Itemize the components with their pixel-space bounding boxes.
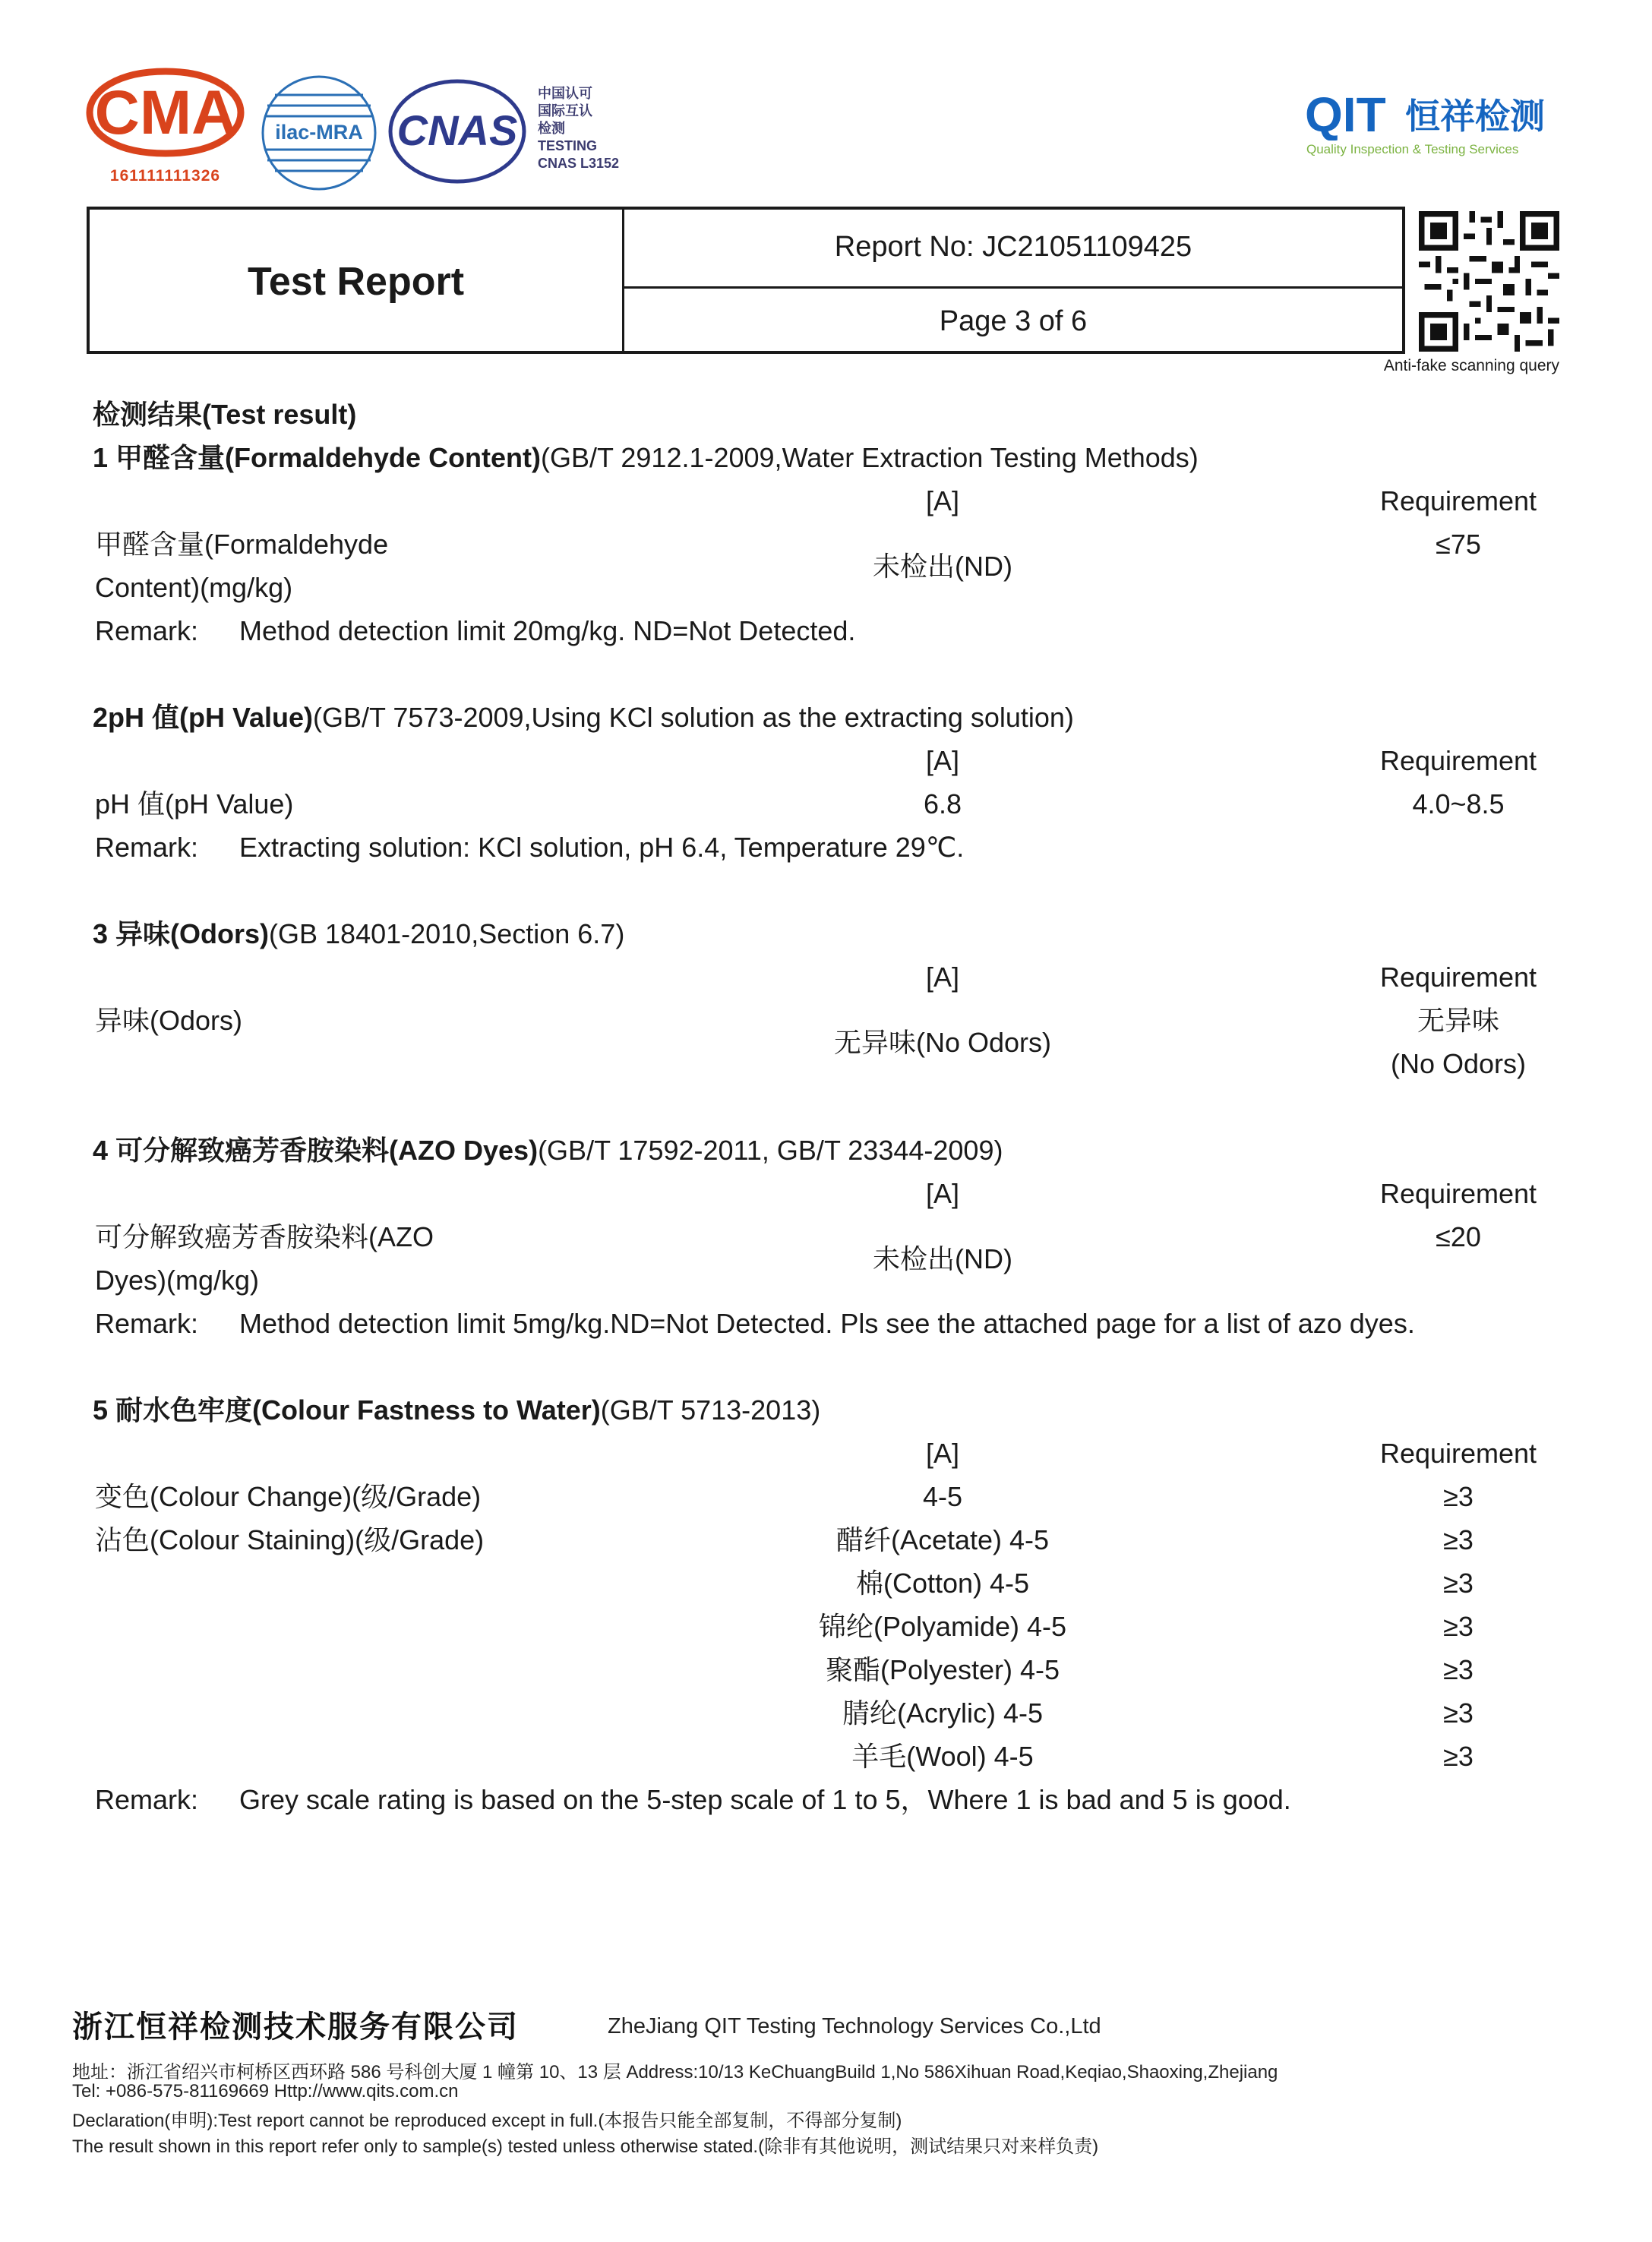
cnas-caption bbox=[538, 85, 619, 172]
s1-item-line1: 甲醛含量(Formaldehyde bbox=[95, 529, 389, 560]
s3-result: 无异味(No Odors) bbox=[833, 1027, 1052, 1058]
section-5-title bbox=[93, 1394, 820, 1427]
s5-staining-requirement: ≥3 bbox=[1443, 1697, 1474, 1729]
s5-staining-requirement: ≥3 bbox=[1443, 1654, 1474, 1685]
s1-remark: Method detection limit 20mg/kg. ND=Not Detected. bbox=[239, 615, 856, 646]
qit-brand: QIT bbox=[1305, 87, 1386, 141]
s3-requirement-line1: 无异味 bbox=[1417, 1005, 1500, 1036]
s4-item-line1: 可分解致癌芳香胺染料(AZO bbox=[95, 1221, 434, 1252]
s4-result: 未检出(ND) bbox=[873, 1243, 1012, 1274]
s5-staining-result: 腈纶(Acrylic) 4-5 bbox=[842, 1697, 1044, 1729]
qit-cn: 恒祥检测 bbox=[1405, 96, 1545, 137]
section-3-title bbox=[93, 917, 624, 951]
s1-remark-label: Remark: bbox=[95, 615, 199, 646]
s3-requirement-line2: (No Odors) bbox=[1390, 1048, 1527, 1079]
cnas-line: 检测 bbox=[538, 121, 565, 136]
cnas-line: TESTING bbox=[538, 138, 598, 153]
s5-staining-requirement: ≥3 bbox=[1443, 1611, 1474, 1642]
section-1-title-bold: 1 甲醛含量(Formaldehyde Content) bbox=[93, 442, 542, 473]
qit-logo bbox=[1305, 87, 1559, 159]
s5-colour-change-item: 变色(Colour Change)(级/Grade) bbox=[95, 1481, 482, 1512]
footer-result-note: The result shown in this report refer only to sample(s) tested unless otherwise stated.(除非有其他说明，测试结果只对来样负责) bbox=[72, 2136, 1099, 2157]
section-4-title-bold: 4 可分解致癌芳香胺染料(AZO Dyes) bbox=[93, 1135, 539, 1166]
s5-colour-change-requirement: ≥3 bbox=[1443, 1481, 1474, 1512]
cma-mark-icon bbox=[84, 67, 247, 158]
footer-company-en: ZheJiang QIT Testing Technology Services Co.,Ltd bbox=[608, 2014, 1101, 2038]
cnas-line: 国际互认 bbox=[538, 103, 592, 118]
s1-requirement-header: Requirement bbox=[1379, 485, 1537, 516]
footer-address: 地址：浙江省绍兴市柯桥区西环路 586 号科创大厦 1 幢第 10、13 层 Address:10/13 KeChuangBuild 1,No 586Xihuan Road,Keqiao,Shaoxing,Zhejiang bbox=[72, 2062, 1278, 2083]
s5-staining-requirement: ≥3 bbox=[1443, 1524, 1474, 1555]
s4-requirement: ≤20 bbox=[1436, 1221, 1481, 1252]
s5-staining-result: 醋纤(Acetate) 4-5 bbox=[835, 1524, 1050, 1555]
s5-staining-result: 锦纶(Polyamide) 4-5 bbox=[818, 1611, 1067, 1642]
section-2-title bbox=[93, 701, 1074, 734]
s4-requirement-header: Requirement bbox=[1379, 1178, 1537, 1209]
s5-requirement-header: Requirement bbox=[1379, 1438, 1537, 1469]
footer-declaration: Declaration(申明):Test report cannot be reproduced except in full.(本报告只能全部复制，不得部分复制) bbox=[72, 2111, 902, 2131]
s5-staining-requirement: ≥3 bbox=[1443, 1741, 1474, 1772]
s2-requirement-header: Requirement bbox=[1379, 745, 1537, 776]
cma-text: CMA bbox=[94, 78, 237, 147]
header-title-cell bbox=[90, 210, 624, 351]
s5-staining-result: 羊毛(Wool) 4-5 bbox=[851, 1741, 1034, 1772]
section-4-title bbox=[93, 1134, 1003, 1167]
s2-result: 6.8 bbox=[923, 788, 962, 819]
report-number: Report No: JC21051109425 bbox=[834, 231, 1192, 263]
section-4-standard: (GB/T 17592-2011, GB/T 23344-2009) bbox=[538, 1135, 1003, 1166]
s2-remark-label: Remark: bbox=[95, 832, 199, 863]
s5-colour-change-result: 4-5 bbox=[922, 1481, 963, 1512]
cnas-line: CNAS L3152 bbox=[538, 156, 620, 171]
footer-contact: Tel: +086-575-81169669 Http://www.qits.com.cn bbox=[72, 2081, 459, 2101]
anti-fake-qr-code[interactable] bbox=[1419, 211, 1559, 352]
s4-remark-label: Remark: bbox=[95, 1308, 199, 1339]
qit-tagline: Quality Inspection & Testing Services bbox=[1306, 142, 1519, 156]
s2-col-a-header: [A] bbox=[925, 745, 960, 776]
s1-result: 未检出(ND) bbox=[873, 551, 1012, 582]
s1-col-a-header: [A] bbox=[925, 485, 960, 516]
report-header-box bbox=[87, 207, 1405, 354]
s5-remark-label: Remark: bbox=[95, 1784, 199, 1815]
s4-item-line2: Dyes)(mg/kg) bbox=[95, 1265, 260, 1296]
s2-requirement: 4.0~8.5 bbox=[1412, 788, 1505, 819]
s3-item: 异味(Odors) bbox=[95, 1005, 243, 1036]
section-3-title-bold: 3 异味(Odors) bbox=[93, 918, 270, 949]
s1-requirement: ≤75 bbox=[1436, 529, 1481, 560]
ilac-mra-logo bbox=[258, 72, 380, 194]
s5-col-a-header: [A] bbox=[925, 1438, 960, 1469]
test-result-heading: 检测结果(Test result) bbox=[93, 399, 357, 430]
s5-staining-requirement: ≥3 bbox=[1443, 1568, 1474, 1599]
section-2-title-bold: 2pH 值(pH Value) bbox=[93, 702, 314, 733]
section-3-standard: (GB 18401-2010,Section 6.7) bbox=[269, 918, 625, 949]
s5-staining-result: 棉(Cotton) 4-5 bbox=[855, 1568, 1030, 1599]
section-5-standard: (GB/T 5713-2013) bbox=[600, 1394, 821, 1426]
ilac-text: ilac-MRA bbox=[275, 121, 363, 144]
s3-col-a-header: [A] bbox=[925, 962, 960, 993]
footer-company-cn: 浙江恒祥检测技术服务有限公司 bbox=[72, 2009, 519, 2045]
report-title: Test Report bbox=[247, 260, 465, 304]
cnas-text: CNAS bbox=[396, 106, 518, 154]
s1-item-line2: Content)(mg/kg) bbox=[95, 572, 293, 603]
cma-number: 161111111326 bbox=[109, 167, 221, 185]
s3-requirement-header: Requirement bbox=[1379, 962, 1537, 993]
section-5-title-bold: 5 耐水色牢度(Colour Fastness to Water) bbox=[93, 1394, 601, 1426]
section-1-title bbox=[93, 441, 1199, 475]
qit-mark-icon bbox=[1305, 87, 1559, 141]
qr-caption: Anti-fake scanning query bbox=[1383, 357, 1559, 374]
header-divider bbox=[624, 286, 1402, 289]
s5-colour-staining-item: 沾色(Colour Staining)(级/Grade) bbox=[95, 1524, 485, 1555]
page-indicator: Page 3 of 6 bbox=[939, 305, 1088, 337]
s4-remark: Method detection limit 5mg/kg.ND=Not Detected. Pls see the attached page for a list of azo dyes. bbox=[239, 1308, 1415, 1339]
cnas-line: 中国认可 bbox=[538, 86, 592, 101]
s2-item: pH 值(pH Value) bbox=[95, 788, 294, 819]
section-2-standard: (GB/T 7573-2009,Using KCl solution as the extracting solution) bbox=[313, 702, 1074, 733]
s5-remark: Grey scale rating is based on the 5-step scale of 1 to 5，Where 1 is bad and 5 is good. bbox=[239, 1784, 1291, 1815]
s2-remark: Extracting solution: KCl solution, pH 6.4, Temperature 29℃. bbox=[239, 832, 965, 863]
cma-logo bbox=[84, 67, 247, 192]
s4-col-a-header: [A] bbox=[925, 1178, 960, 1209]
section-1-standard: (GB/T 2912.1-2009,Water Extraction Testing Methods) bbox=[541, 442, 1199, 473]
s5-staining-result: 聚酯(Polyester) 4-5 bbox=[825, 1654, 1060, 1685]
cnas-logo bbox=[387, 78, 528, 185]
